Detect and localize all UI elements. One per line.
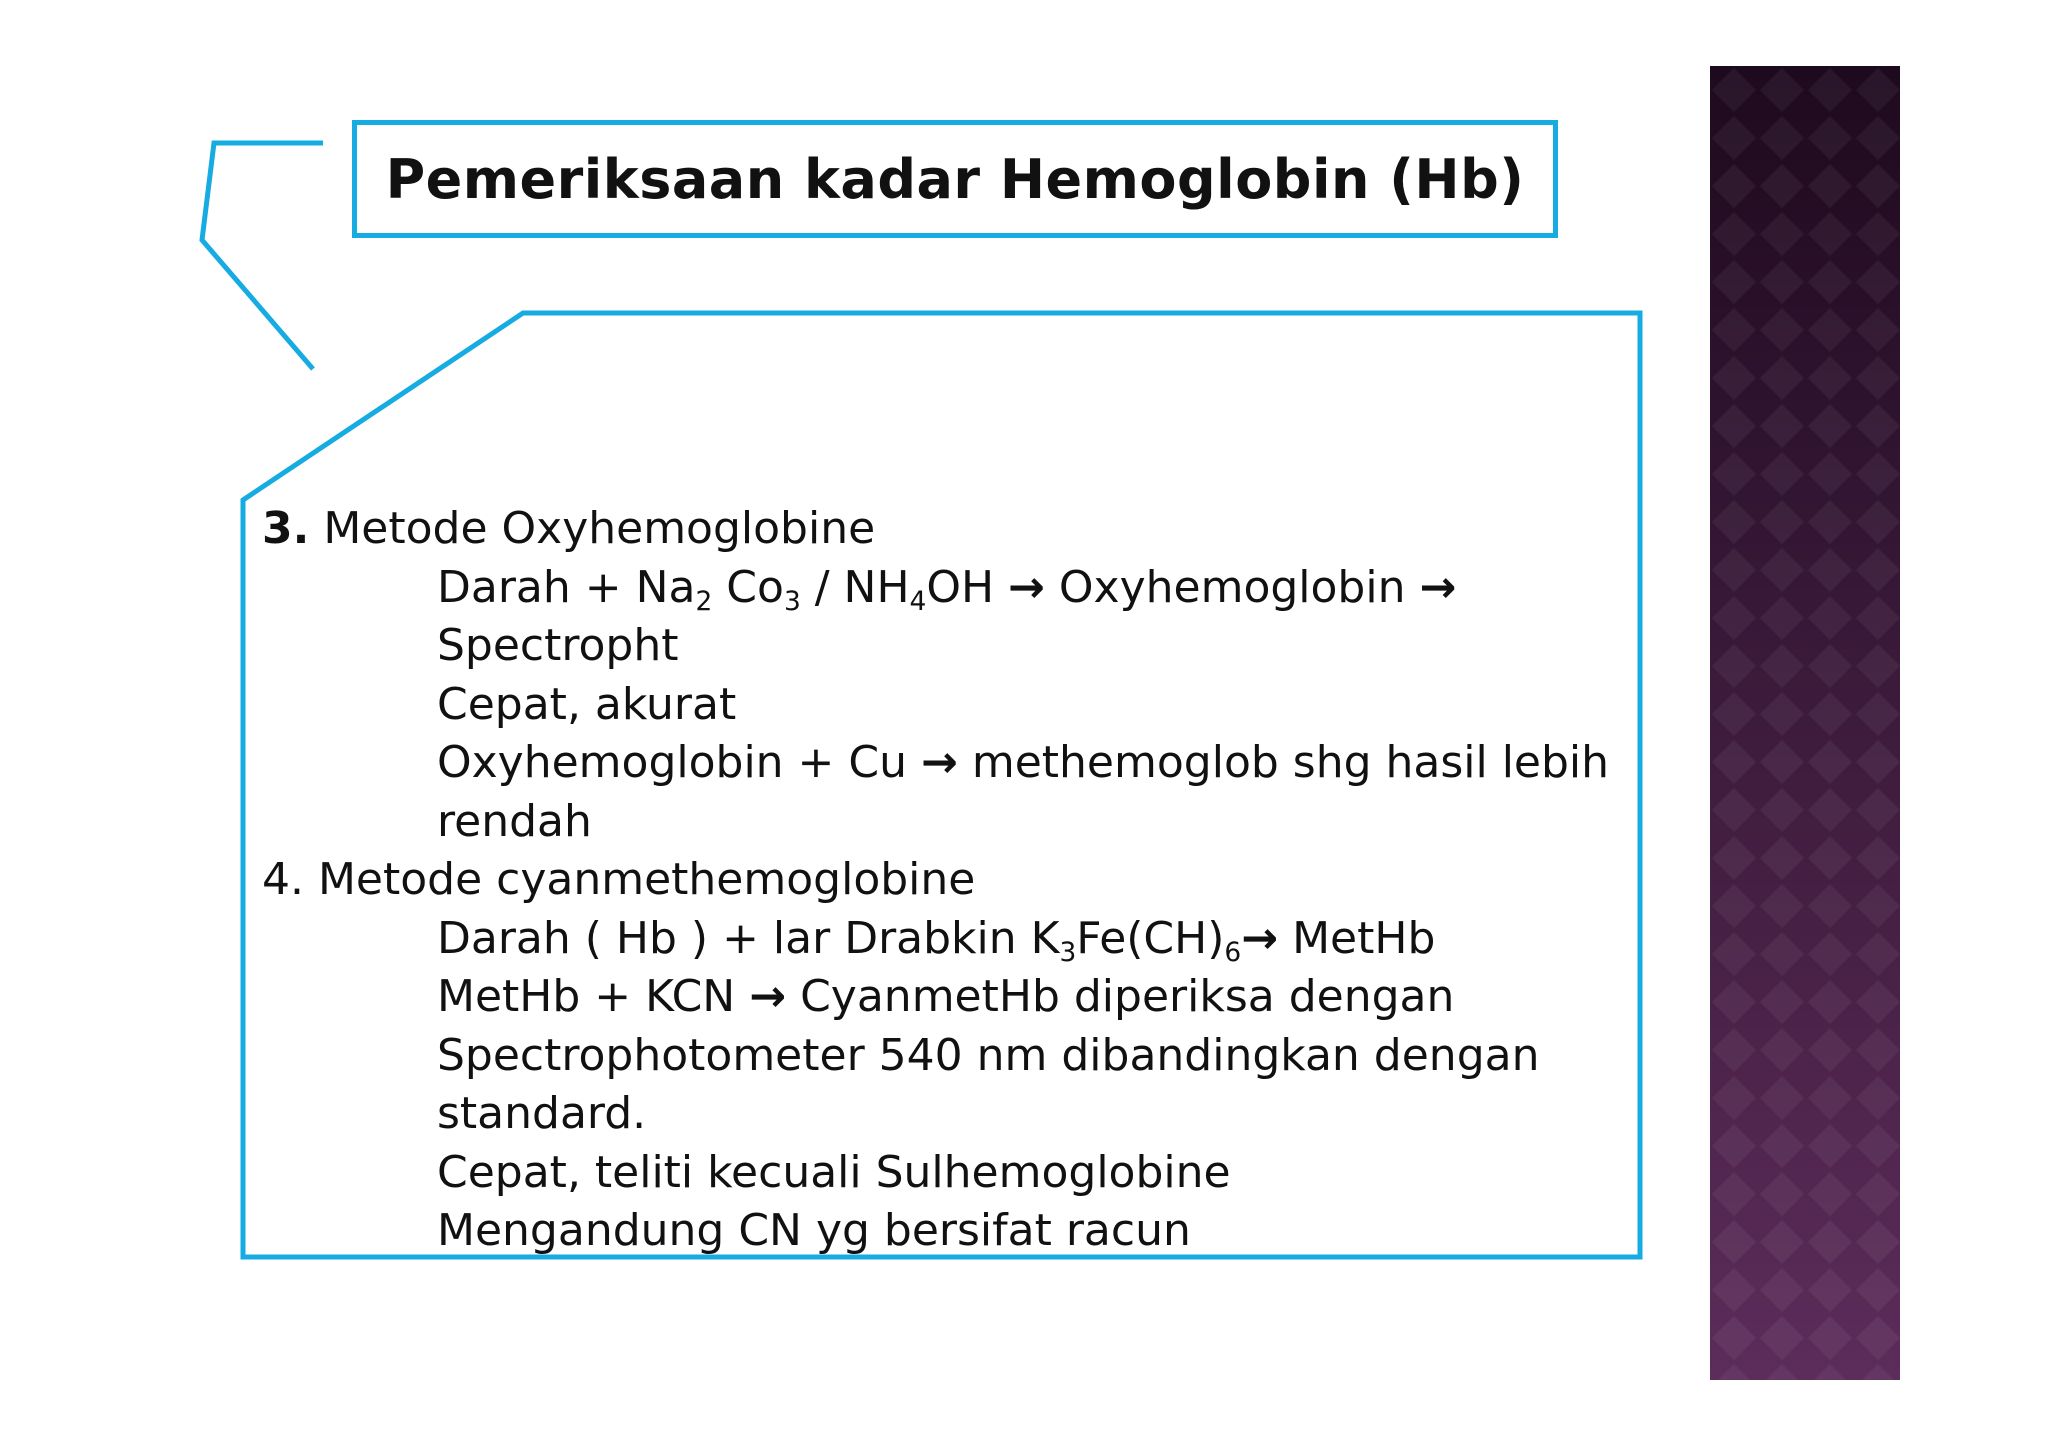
method3-line2: Spectropht xyxy=(437,620,679,671)
method3-line3: Cepat, akurat xyxy=(437,678,737,730)
arrow-icon: → xyxy=(921,737,958,788)
arrow-icon: → xyxy=(1241,912,1279,964)
method3-line5: rendah xyxy=(437,795,592,847)
method4-line1: Darah ( Hb ) + lar Drabkin $K_3Fe(CH)_6\to$ MetHb xyxy=(437,912,1436,968)
method4-line4: standard. xyxy=(437,1088,647,1139)
method4-line6: Mengandung CN yg bersifat racun xyxy=(437,1205,1191,1256)
method4-line3: Spectrophotometer 540 nm dibandingkan dengan xyxy=(437,1029,1540,1081)
arrow-icon: → xyxy=(1419,561,1457,613)
method3-line4: Oxyhemoglobin + Cu → methemoglob shg hasil lebih xyxy=(437,737,1610,788)
title-box xyxy=(352,120,1558,238)
arrow-icon: → xyxy=(1008,561,1045,613)
method3-line1: Darah + $Na_2$ $Co_3 / NH_4OH$ → Oxyhemoglobin → xyxy=(437,561,1457,617)
method4-heading: 4. Metode cyanmethemoglobine xyxy=(262,854,976,905)
method4-line5: Cepat, teliti kecuali Sulhemoglobine xyxy=(437,1146,1231,1198)
arrow-icon: → xyxy=(749,971,787,1022)
content-text xyxy=(262,500,1612,1261)
method4-line2: MetHb + KCN → CyanmetHb diperiksa dengan xyxy=(437,971,1455,1022)
method3-heading: 3. Metode Oxyhemoglobine xyxy=(262,503,876,554)
slide-title: Pemeriksaan kadar Hemoglobin (Hb) xyxy=(385,147,1525,211)
bracket-accent xyxy=(202,143,323,369)
